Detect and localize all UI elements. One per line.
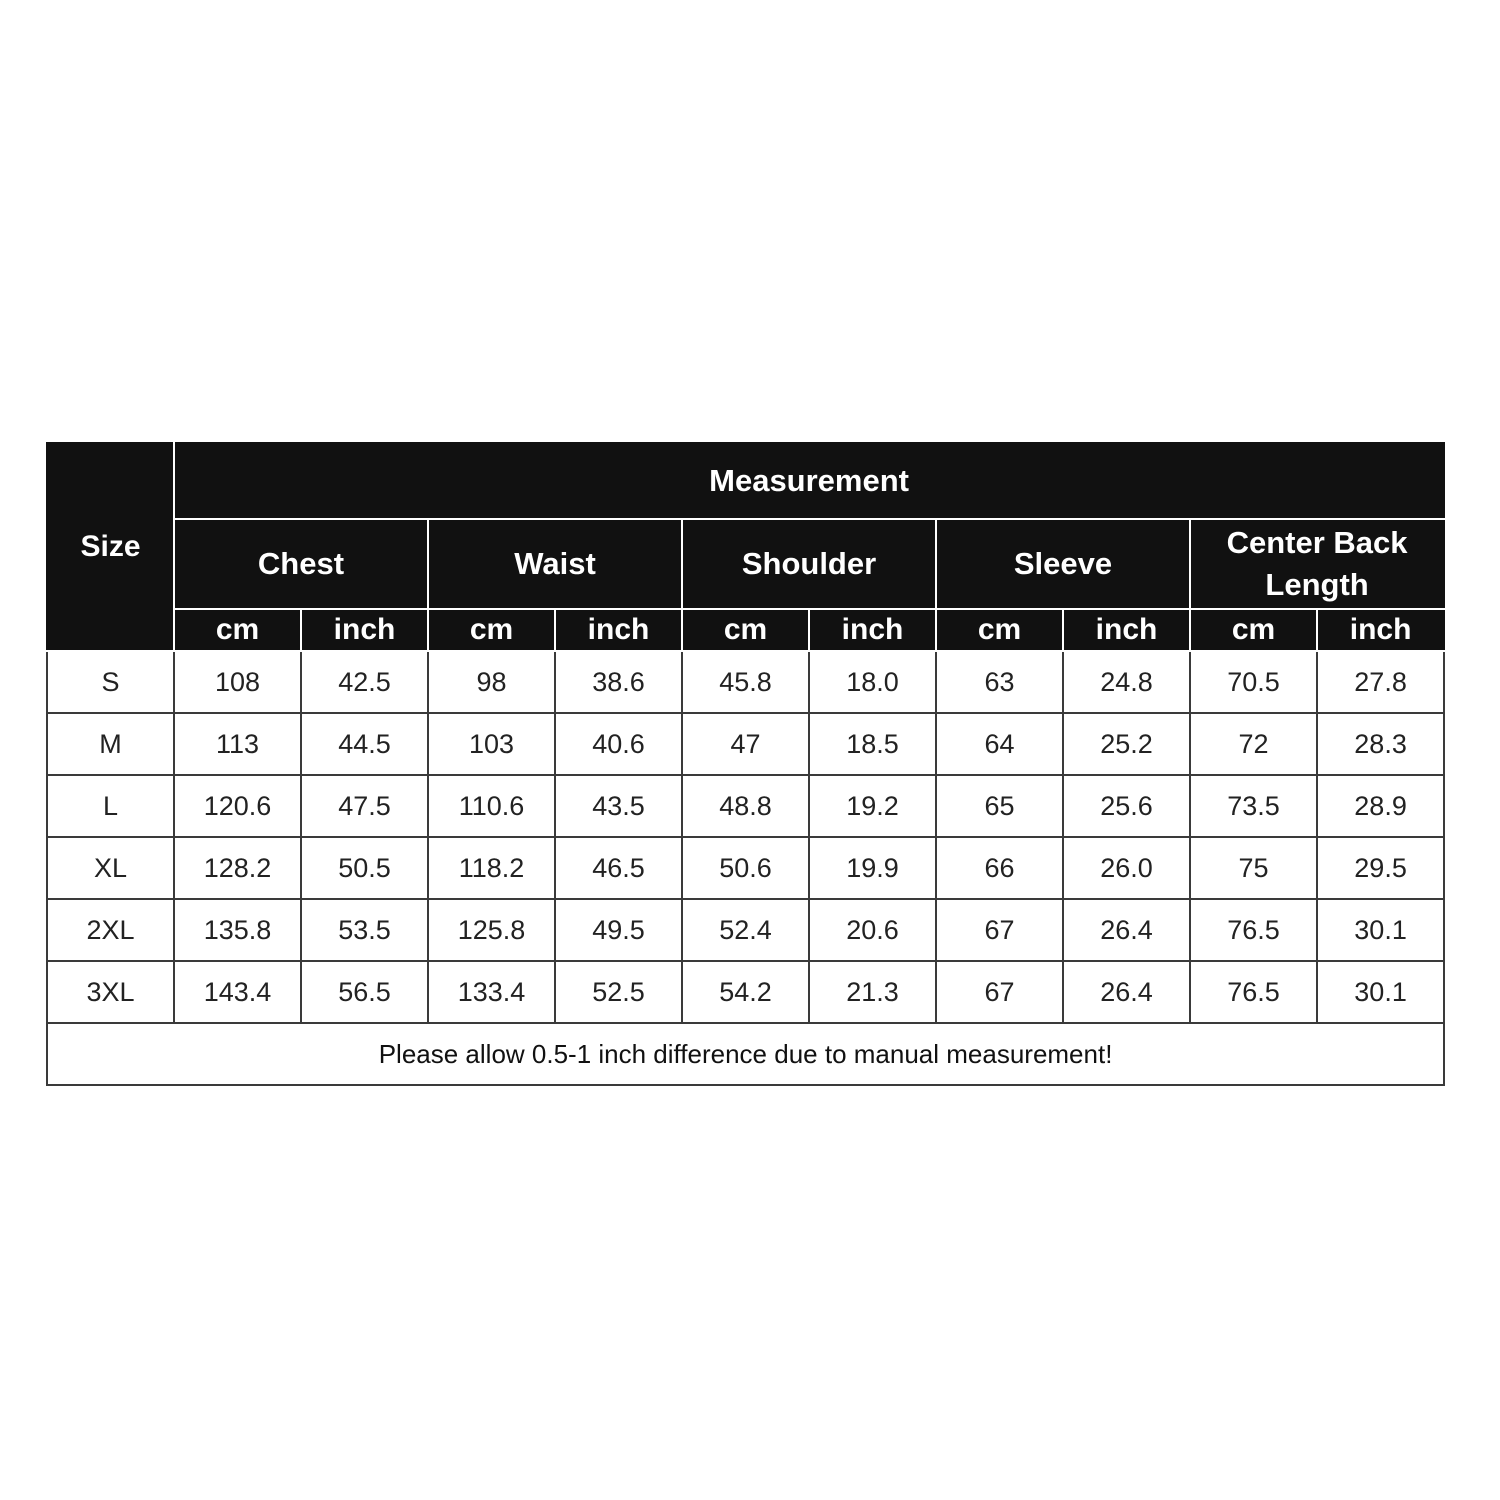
value-cell: 40.6 [555,713,682,775]
value-cell: 66 [936,837,1063,899]
center-back-length-header [1190,519,1444,609]
value-cell: 47.5 [301,775,428,837]
note-row [47,1023,1444,1085]
size-header: Size [47,443,174,651]
size-cell: 2XL [47,899,174,961]
unit-header-cm: cm [428,609,555,651]
value-cell: 56.5 [301,961,428,1023]
value-cell: 25.2 [1063,713,1190,775]
value-cell: 30.1 [1317,899,1444,961]
value-cell: 53.5 [301,899,428,961]
value-cell: 113 [174,713,301,775]
value-cell: 25.6 [1063,775,1190,837]
value-cell: 45.8 [682,651,809,713]
measurement-header: Measurement [174,443,1444,519]
value-cell: 98 [428,651,555,713]
value-cell: 110.6 [428,775,555,837]
value-cell: 73.5 [1190,775,1317,837]
unit-header-inch: inch [1063,609,1190,651]
value-cell: 52.5 [555,961,682,1023]
value-cell: 30.1 [1317,961,1444,1023]
value-cell: 26.4 [1063,961,1190,1023]
table-row [47,837,1444,899]
value-cell: 120.6 [174,775,301,837]
value-cell: 70.5 [1190,651,1317,713]
table-row [47,899,1444,961]
size-cell: S [47,651,174,713]
value-cell: 125.8 [428,899,555,961]
table-row [47,713,1444,775]
size-chart-table [46,442,1445,1086]
sleeve-header: Sleeve [936,519,1190,609]
unit-header-cm: cm [174,609,301,651]
chest-header: Chest [174,519,428,609]
value-cell: 29.5 [1317,837,1444,899]
size-cell: M [47,713,174,775]
value-cell: 50.6 [682,837,809,899]
value-cell: 44.5 [301,713,428,775]
measurement-note: Please allow 0.5-1 inch difference due to manual measurement! [47,1023,1444,1085]
value-cell: 20.6 [809,899,936,961]
table-row [47,775,1444,837]
value-cell: 24.8 [1063,651,1190,713]
value-cell: 26.4 [1063,899,1190,961]
value-cell: 64 [936,713,1063,775]
size-cell: L [47,775,174,837]
table-row [47,961,1444,1023]
size-cell: XL [47,837,174,899]
value-cell: 128.2 [174,837,301,899]
value-cell: 76.5 [1190,961,1317,1023]
size-cell: 3XL [47,961,174,1023]
value-cell: 50.5 [301,837,428,899]
value-cell: 27.8 [1317,651,1444,713]
unit-header-inch: inch [1317,609,1444,651]
value-cell: 28.3 [1317,713,1444,775]
unit-header-inch: inch [555,609,682,651]
unit-header-cm: cm [1190,609,1317,651]
value-cell: 133.4 [428,961,555,1023]
value-cell: 108 [174,651,301,713]
value-cell: 135.8 [174,899,301,961]
shoulder-header: Shoulder [682,519,936,609]
value-cell: 143.4 [174,961,301,1023]
value-cell: 67 [936,961,1063,1023]
value-cell: 49.5 [555,899,682,961]
unit-header-cm: cm [936,609,1063,651]
value-cell: 63 [936,651,1063,713]
value-cell: 43.5 [555,775,682,837]
value-cell: 65 [936,775,1063,837]
value-cell: 19.2 [809,775,936,837]
value-cell: 75 [1190,837,1317,899]
value-cell: 18.0 [809,651,936,713]
value-cell: 47 [682,713,809,775]
value-cell: 42.5 [301,651,428,713]
waist-header: Waist [428,519,682,609]
value-cell: 118.2 [428,837,555,899]
value-cell: 72 [1190,713,1317,775]
value-cell: 54.2 [682,961,809,1023]
table-row [47,651,1444,713]
center-back-length-label: Center Back Length [1226,525,1408,602]
value-cell: 103 [428,713,555,775]
value-cell: 46.5 [555,837,682,899]
unit-header-cm: cm [682,609,809,651]
value-cell: 67 [936,899,1063,961]
value-cell: 48.8 [682,775,809,837]
unit-header-inch: inch [301,609,428,651]
value-cell: 76.5 [1190,899,1317,961]
value-cell: 52.4 [682,899,809,961]
value-cell: 21.3 [809,961,936,1023]
value-cell: 38.6 [555,651,682,713]
unit-header-inch: inch [809,609,936,651]
value-cell: 26.0 [1063,837,1190,899]
value-cell: 28.9 [1317,775,1444,837]
value-cell: 19.9 [809,837,936,899]
value-cell: 18.5 [809,713,936,775]
